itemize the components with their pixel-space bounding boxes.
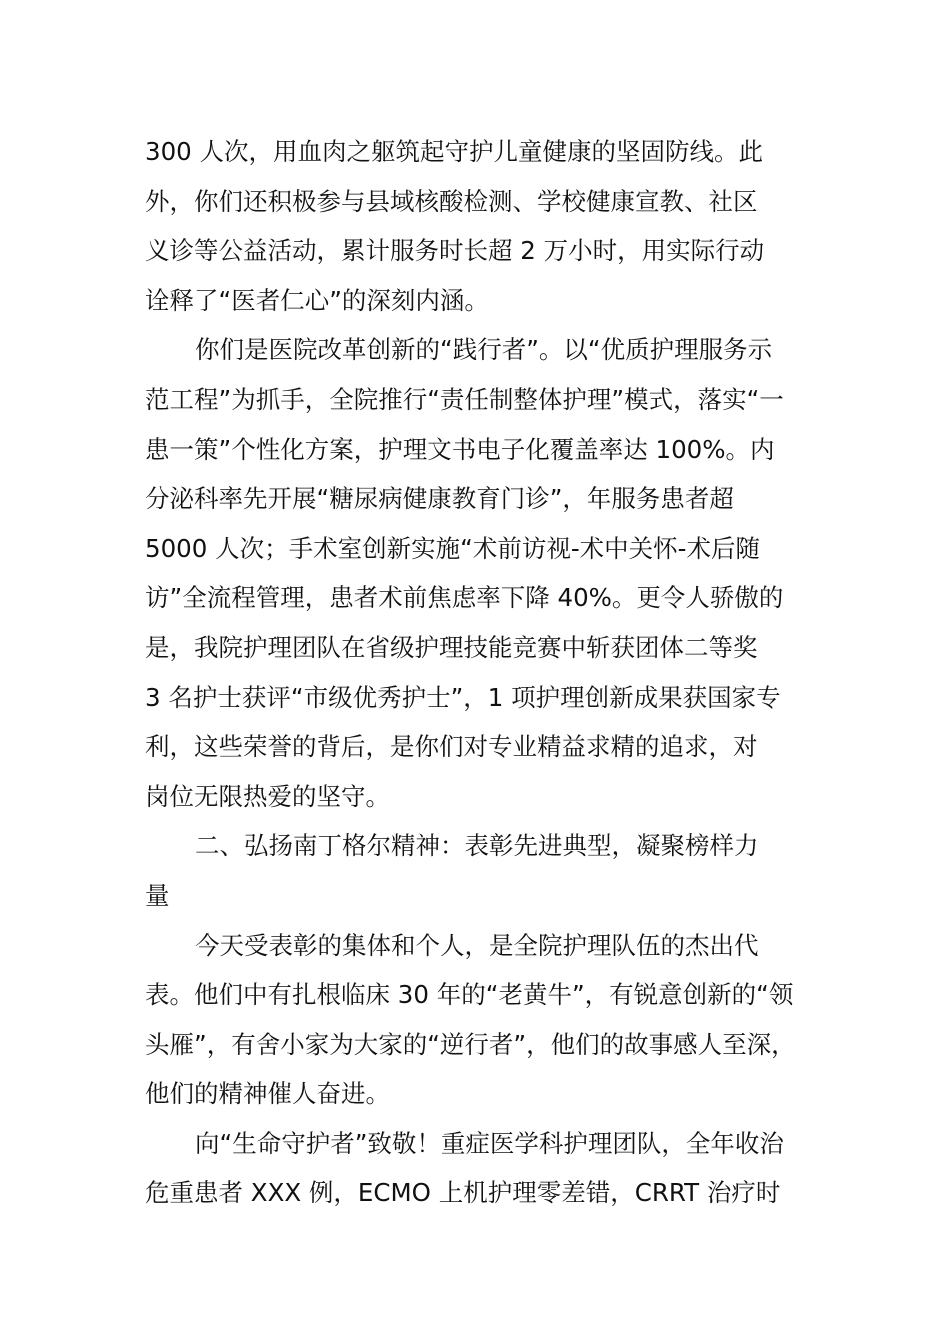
paragraph-reform-innovation [145,325,835,821]
text-line: 他们的精神催人奋进。 [145,1079,390,1109]
text-line: 量 [145,880,170,910]
text-line: 岗位无限热爱的坚守。 [145,781,390,811]
text-line: 你们是医院改革创新的“践行者”。以“优质护理服务示 [195,335,773,365]
text-line: 5000 人次；手术室创新实施“术前访视-术中关怀-术后随 [145,533,761,563]
text-line: 3 名护士获评“市级优秀护士”，1 项护理创新成果获国家专 [145,682,781,712]
text-line: 义诊等公益活动，累计服务时长超 2 万小时，用实际行动 [145,236,765,266]
text-line: 表。他们中有扎根临床 30 年的“老黄牛”，有锐意创新的“领 [145,980,794,1010]
text-line: 患一策”个性化方案，护理文书电子化覆盖率达 100%。内 [145,434,775,464]
text-line: 访”全流程管理，患者术前焦虑率下降 40%。更令人骄傲的 [145,583,784,613]
text-line: 是，我院护理团队在省级护理技能竞赛中斩获团体二等奖 [145,632,758,662]
text-line: 300 人次，用血肉之躯筑起守护儿童健康的坚固防线。此 [145,137,764,166]
section-heading [145,821,835,920]
text-line: 外，你们还积极参与县域核酸检测、学校健康宣教、社区 [145,186,758,216]
paragraph-honorees [145,921,835,1119]
text-line: 范工程”为抓手，全院推行“责任制整体护理”模式，落实“一 [145,384,784,414]
text-line: 二、弘扬南丁格尔精神：表彰先进典型，凝聚榜样力 [195,831,759,861]
text-line: 危重患者 XXX 例，ECMO 上机护理零差错，CRRT 治疗时 [145,1178,781,1208]
text-line: 利，这些荣誉的背后，是你们对专业精益求精的追求，对 [145,732,758,762]
paragraph-life-guardians [145,1119,835,1218]
paragraph-continuation [145,127,835,325]
text-line: 今天受表彰的集体和个人，是全院护理队伍的杰出代 [195,930,759,960]
text-line: 头雁”，有舍小家为大家的“逆行者”，他们的故事感人至深， [145,1029,796,1059]
text-line: 向“生命守护者”致敬！重症医学科护理团队，全年收治 [195,1128,784,1158]
text-line: 分泌科率先开展“糖尿病健康教育门诊”，年服务患者超 [145,484,734,514]
text-line: 诠释了“医者仁心”的深刻内涵。 [145,285,489,315]
document-body [145,127,835,1218]
